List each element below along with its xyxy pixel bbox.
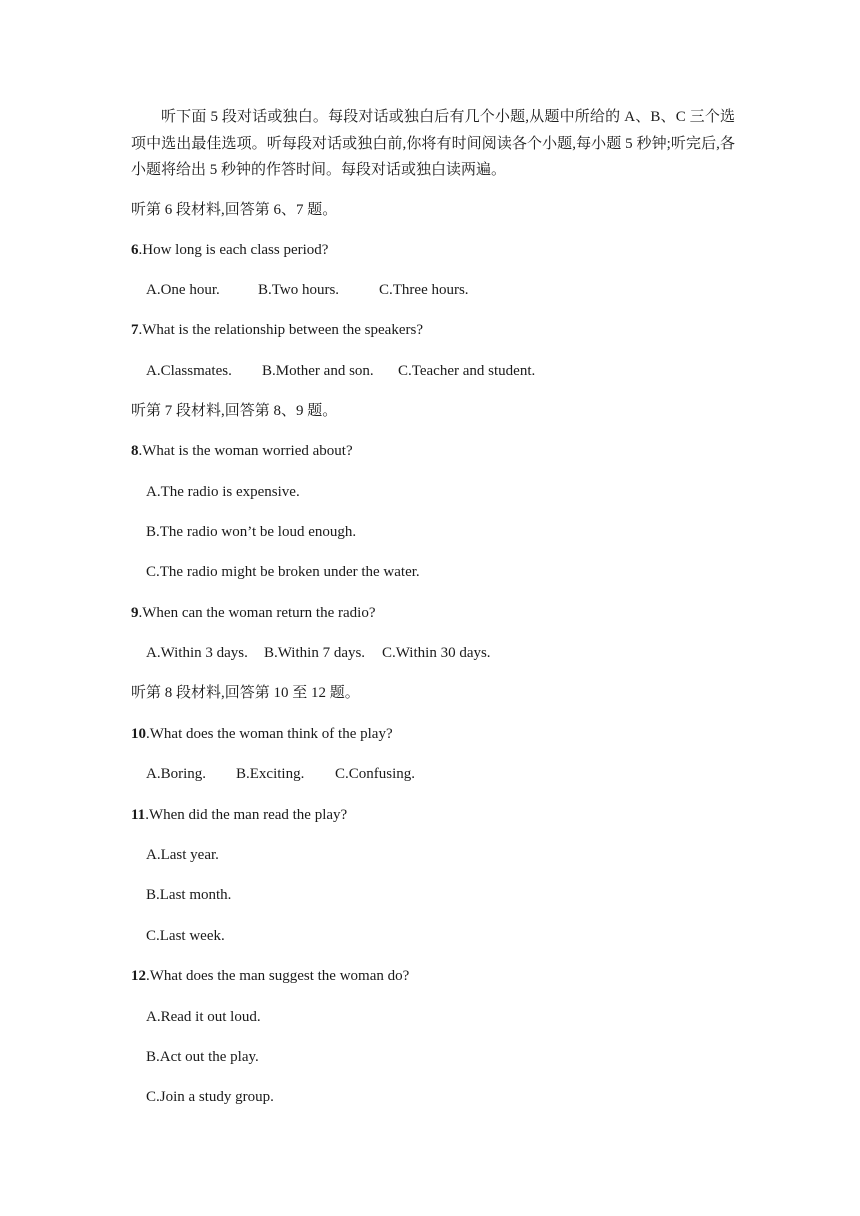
question-8-option-c: C.The radio might be broken under the water. (146, 564, 420, 580)
option-c: C.Three hours. (379, 282, 469, 298)
question-8 (131, 441, 353, 461)
option-a: A.Boring. (146, 766, 206, 782)
question-11-option-c: C.Last week. (146, 928, 225, 944)
option-c: C.Within 30 days. (382, 645, 491, 661)
question-7 (131, 320, 423, 340)
option-a: A.Within 3 days. (146, 645, 248, 661)
question-12-option-c: C.Join a study group. (146, 1089, 274, 1105)
option-b: B.Exciting. (236, 766, 305, 782)
question-12-option-b: B.Act out the play. (146, 1049, 259, 1065)
question-text: .What is the relationship between the speakers? (138, 322, 423, 338)
question-9 (131, 603, 375, 623)
question-12 (131, 966, 409, 986)
question-number: 6 (131, 242, 139, 258)
question-number: 10 (131, 726, 146, 742)
question-number: 11 (131, 807, 146, 823)
question-11-option-b: B.Last month. (146, 887, 232, 903)
question-11-option-a: A.Last year. (146, 847, 219, 863)
question-text: .How long is each class period? (138, 242, 329, 258)
question-6-options (146, 280, 469, 300)
question-12-option-a: A.Read it out loud. (146, 1009, 261, 1025)
question-7-options (146, 361, 535, 381)
section-heading: 听第 6 段材料,回答第 6、7 题。 (131, 202, 338, 218)
question-text: .What does the man suggest the woman do? (146, 968, 410, 984)
question-number: 12 (131, 968, 146, 984)
option-b: B.Mother and son. (262, 363, 374, 379)
question-6 (131, 240, 328, 260)
question-text: .What does the woman think of the play? (146, 726, 393, 742)
question-8-option-a: A.The radio is expensive. (146, 484, 300, 500)
question-text: .When did the man read the play? (145, 807, 348, 823)
question-number: 9 (131, 605, 139, 621)
option-a: A.Classmates. (146, 363, 232, 379)
section-heading: 听第 8 段材料,回答第 10 至 12 题。 (131, 685, 360, 701)
option-c: C.Confusing. (335, 766, 416, 782)
question-9-options (146, 643, 491, 663)
question-text: .What is the woman worried about? (138, 443, 353, 459)
option-c: C.Teacher and student. (398, 363, 536, 379)
question-11 (131, 805, 347, 825)
question-8-option-b: B.The radio won’t be loud enough. (146, 524, 357, 540)
option-b: B.Within 7 days. (264, 645, 366, 661)
question-10-options (146, 764, 415, 784)
option-b: B.Two hours. (258, 282, 340, 298)
question-number: 8 (131, 443, 139, 459)
section-heading: 听第 7 段材料,回答第 8、9 题。 (131, 403, 338, 419)
question-number: 7 (131, 322, 139, 338)
instructions-paragraph: 听下面 5 段对话或独白。每段对话或独白后有几个小题,从题中所给的 A、B、C 三个选项中选出最佳选项。听每段对话或独白前,你将有时间阅读各个小题,每小题 5 秒钟;听完后,各小题将给出 5 秒钟的作答时间。每段对话或独白读两遍。 (131, 109, 735, 178)
option-a: A.One hour. (146, 282, 220, 298)
question-10 (131, 724, 393, 744)
question-text: .When can the woman return the radio? (138, 605, 376, 621)
